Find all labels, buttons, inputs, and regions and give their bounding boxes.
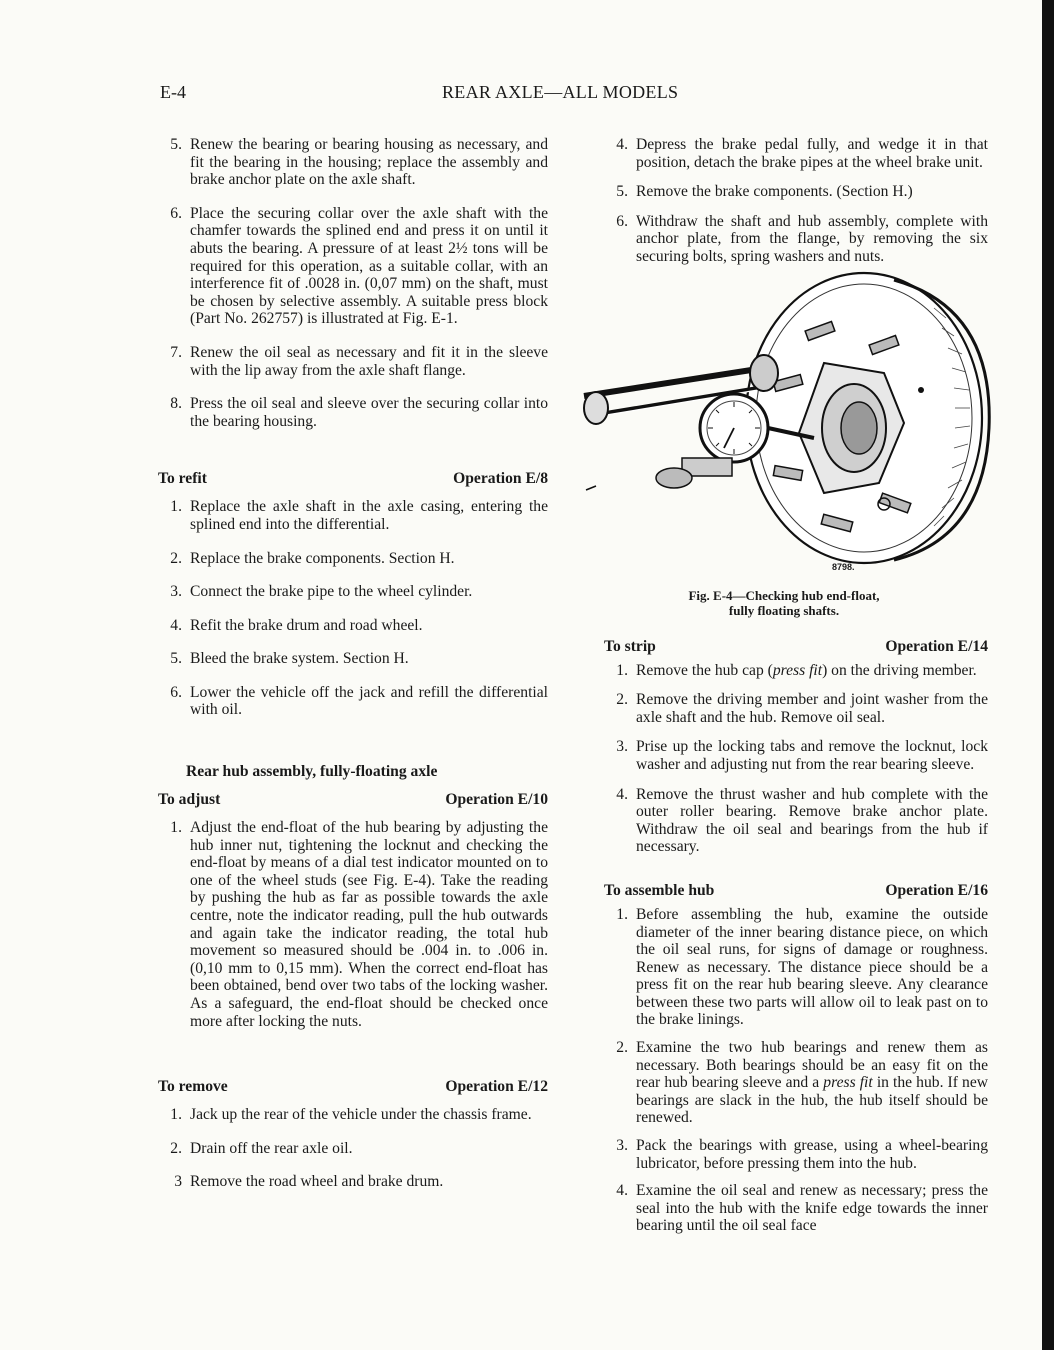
list-item: 2. Replace the brake components. Section H. <box>170 549 455 567</box>
list-item: 6. Lower the vehicle off the jack and refill the differential with oil. <box>170 683 548 719</box>
page-header <box>160 82 990 110</box>
section-title: Rear hub assembly, fully-floating axle <box>186 763 438 781</box>
list-item: 3. Pack the bearings with grease, using a wheel-bearing lubricator, before pressing them into the hub. <box>616 1137 988 1172</box>
list-item: 1. Before assembling the hub, examine the outside diameter of the inner bearing distance piece, on which the oil seal runs, for signs of damage or roughness. Renew as necessary. The distance piece should be a press fit on the rear hub bearing sleeve. Any clearance between these two parts will allow oil to leak past on to the brake linings. <box>616 905 988 1029</box>
list-item: 3 Remove the road wheel and brake drum. <box>174 1173 444 1191</box>
operation-heading-refit: To refit Operation E/8 <box>158 470 548 488</box>
left-column <box>158 136 548 1191</box>
list-item: 6. Withdraw the shaft and hub assembly, complete with anchor plate, from the flange, by removing the six securing bolts, spring washers and nuts. <box>616 212 988 265</box>
list-item: 2. Remove the driving member and joint washer from the axle shaft and the hub. Remove oil seal. <box>616 691 988 726</box>
list-item: 1. Remove the hub cap (press fit) on the driving member. <box>616 661 977 679</box>
operation-heading-remove: To remove Operation E/12 <box>158 1078 548 1096</box>
list-item: 4. Examine the oil seal and renew as necessary; press the seal into the hub with the knife edge towards the inner bearing until the oil seal face <box>616 1182 988 1235</box>
list-item: 2. Drain off the rear axle oil. <box>170 1139 353 1157</box>
running-title: REAR AXLE—ALL MODELS <box>442 82 679 102</box>
list-item: 3. Connect the brake pipe to the wheel cylinder. <box>170 583 473 601</box>
list-item: 6. Place the securing collar over the axle shaft with the chamfer towards the splined end and press it on until it abuts the bearing. A pressure of at least 2½ tons will be required for this operation, as a suitable collar, with an interference fit of .0028 in. (0,07 mm) on the shaft, must be chosen by selective assembly. A suitable press block (Part No. 262757) is illustrated at Fig. E-1. <box>170 204 548 328</box>
list-item: 1. Adjust the end-float of the hub bearing by adjusting the hub inner nut, tightening the locknut and checking the end-float by means of a dial test indicator mounted on to one of the wheel studs (see Fig. E-4). Take the reading by pushing the hub as far as possible towards the axle centre, note the indicator reading, pull the hub outwards and again take the indicator reading, the total hub movement so measured should be .004 in. to .006 in. (0,10 mm to 0,15 mm). When the correct end-float has been obtained, bend over two tabs of the locking washer. As a safeguard, the end-float should be checked once more after locking the nuts. <box>170 819 548 1030</box>
hub-illustration <box>574 268 994 588</box>
list-item: 5. Renew the bearing or bearing housing as necessary, and fit the bearing in the housing; replace the assembly and brake anchor plate on the axle shaft. <box>170 136 548 189</box>
operation-heading-strip: To strip Operation E/14 <box>604 637 988 655</box>
operation-heading-assemble: To assemble hub Operation E/16 <box>604 881 988 899</box>
list-item: 5. Bleed the brake system. Section H. <box>170 650 409 668</box>
operation-heading-adjust: To adjust Operation E/10 <box>158 791 548 809</box>
list-item: 3. Prise up the locking tabs and remove the locknut, lock washer and adjusting nut from the rear bearing sleeve. <box>616 738 988 773</box>
scan-edge <box>1042 0 1054 1350</box>
list-item: 2. Examine the two hub bearings and renew them as necessary. Both bearings should be an easy fit on the rear hub bearing sleeve and a press fit in the hub. If new bearings are slack in the hub, the hub itself should be renewed. <box>616 1039 988 1127</box>
list-item: 4. Remove the thrust washer and hub complete with the outer roller bearing. Remove brake anchor plate. Withdraw the oil seal and bearings from the hub if necessary. <box>616 785 988 856</box>
list-item: 4. Refit the brake drum and road wheel. <box>170 616 423 634</box>
list-item: 1. Jack up the rear of the vehicle under the chassis frame. <box>170 1106 532 1124</box>
page-number: E-4 <box>160 82 186 102</box>
list-item: 7. Renew the oil seal as necessary and fit it in the sleeve with the lip away from the axle shaft flange. <box>170 343 548 379</box>
figure-code: 8798. <box>832 561 855 572</box>
figure-hub-endfloat <box>574 268 994 588</box>
list-item: 4. Depress the brake pedal fully, and wedge it in that position, detach the brake pipes at the wheel brake unit. <box>616 136 988 171</box>
list-item: 8. Press the oil seal and sleeve over the securing collar into the bearing housing. <box>170 395 548 430</box>
list-item: 1. Replace the axle shaft in the axle casing, entering the splined end into the differential. <box>170 498 548 533</box>
right-column <box>604 136 988 1235</box>
list-item: 5. Remove the brake components. (Section H.) <box>616 183 913 201</box>
figure-caption: Fig. E-4—Checking hub end-float, fully floating shafts. <box>688 587 880 618</box>
